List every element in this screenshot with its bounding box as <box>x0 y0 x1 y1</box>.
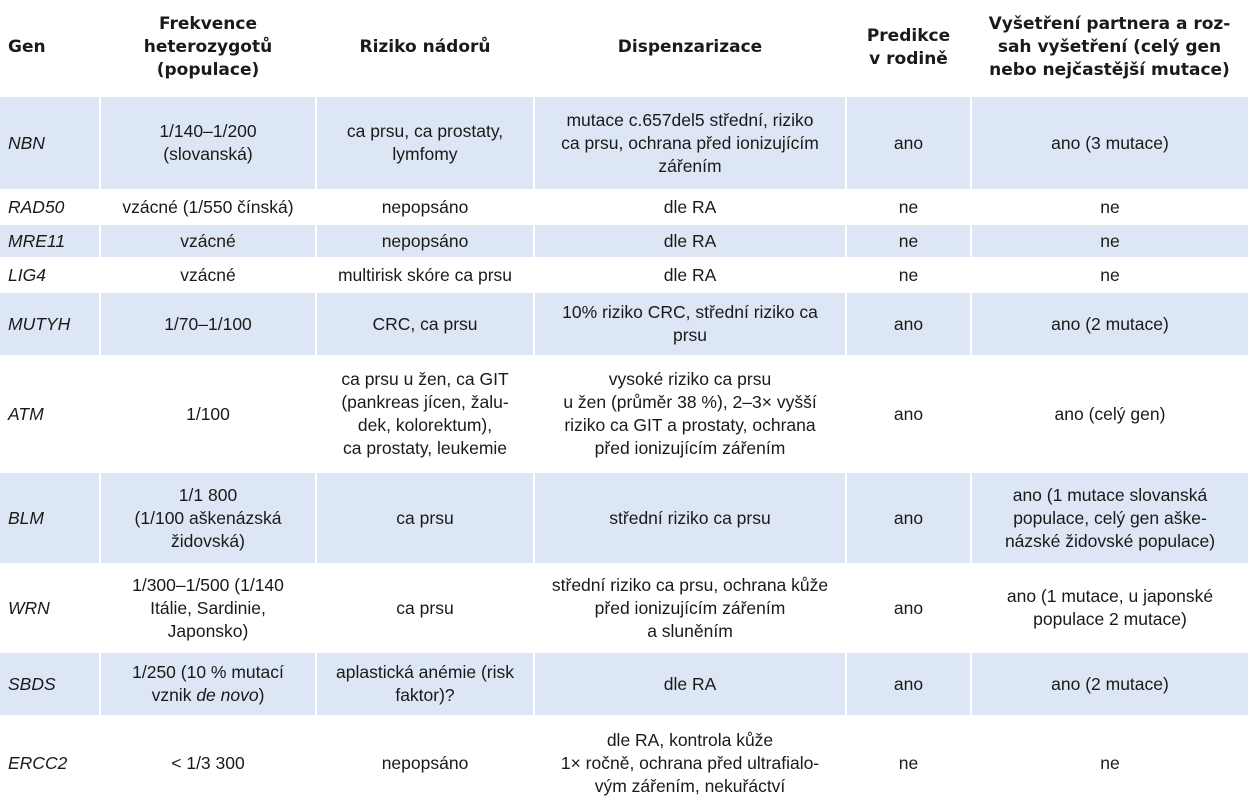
cell-tumor-risk <box>316 652 534 716</box>
cell-line: u žen (průměr 38 %), 2–3× vyšší <box>563 392 817 412</box>
cell-text: ) <box>258 685 265 705</box>
cell-tumor-risk: nepopsáno <box>316 190 534 224</box>
cell-partner-testing: ano (3 mutace) <box>971 96 1248 190</box>
cell-family-prediction: ne <box>846 190 971 224</box>
table-row <box>0 292 1248 356</box>
cell-partner-testing: ano (2 mutace) <box>971 292 1248 356</box>
cell-gene: LIG4 <box>0 258 100 292</box>
header-partner-testing-line: Vyšetření partnera a roz- <box>988 14 1231 34</box>
cell-line: ca prsu, ca prostaty, <box>346 121 504 141</box>
cell-tumor-risk <box>316 356 534 472</box>
cell-family-prediction: ano <box>846 652 971 716</box>
cell-gene: ERCC2 <box>0 716 100 809</box>
cell-line: 1/250 (10 % mutací <box>132 662 284 682</box>
table-row <box>0 564 1248 652</box>
cell-line: zářením <box>658 155 722 176</box>
header-frequency-line: Frekvence <box>158 14 258 34</box>
cell-text-italic: de novo <box>196 685 259 705</box>
header-dispensarization <box>534 0 846 96</box>
header-frequency <box>100 0 316 96</box>
cell-frequency: < 1/3 300 <box>100 716 316 809</box>
cell-line: populace 2 mutace) <box>1033 609 1187 629</box>
cell-line: dek, kolorektum), <box>357 415 493 435</box>
cell-line: střední riziko ca prsu, ochrana kůže <box>551 574 829 595</box>
table-row <box>0 190 1248 224</box>
cell-frequency <box>100 96 316 190</box>
cell-tumor-risk: nepopsáno <box>316 716 534 809</box>
cell-family-prediction: ano <box>846 96 971 190</box>
cell-tumor-risk: nepopsáno <box>316 224 534 258</box>
cell-line: ano (1 mutace, u japonské <box>1006 586 1214 606</box>
cell-family-prediction: ano <box>846 356 971 472</box>
cell-gene: WRN <box>0 564 100 652</box>
cell-text: vznik <box>151 685 197 705</box>
cell-frequency <box>100 652 316 716</box>
cell-line: ano (1 mutace slovanská <box>1012 484 1208 505</box>
cell-family-prediction: ne <box>846 224 971 258</box>
cell-family-prediction: ano <box>846 564 971 652</box>
cell-tumor-risk: ca prsu <box>316 564 534 652</box>
header-tumor-risk-line: Riziko nádorů <box>359 37 491 57</box>
cell-gene: SBDS <box>0 652 100 716</box>
cell-gene: ATM <box>0 356 100 472</box>
header-dispensarization-line: Dispenzarizace <box>617 37 763 57</box>
cell-dispensarization: dle RA <box>534 190 846 224</box>
cell-line: 1× ročně, ochrana před ultrafialo- <box>560 752 820 773</box>
header-partner-testing <box>971 0 1248 96</box>
cell-line: židovská) <box>171 530 245 551</box>
header-partner-testing-line: nebo nejčastější mutace) <box>989 60 1230 80</box>
header-gen-line: Gen <box>8 37 46 57</box>
header-family-prediction-line: Predikce <box>866 25 951 46</box>
cell-line: 1/300–1/500 (1/140 <box>132 574 284 595</box>
cell-line: před ionizujícím zářením <box>594 438 786 458</box>
cell-line: prsu <box>672 325 708 345</box>
header-tumor-risk <box>316 0 534 96</box>
cell-dispensarization <box>534 96 846 190</box>
cell-line: lymfomy <box>392 144 458 164</box>
header-gen <box>0 0 100 96</box>
cell-dispensarization: střední riziko ca prsu <box>534 472 846 564</box>
table-row <box>0 716 1248 809</box>
table-row <box>0 96 1248 190</box>
cell-dispensarization: dle RA <box>534 258 846 292</box>
header-row <box>0 0 1248 96</box>
cell-line: ca prsu u žen, ca GIT <box>341 369 509 389</box>
cell-line: faktor)? <box>395 685 455 705</box>
cell-partner-testing: ne <box>971 224 1248 258</box>
header-family-prediction-line: v rodině <box>869 48 948 69</box>
cell-gene: BLM <box>0 472 100 564</box>
cell-line: dle RA, kontrola kůže <box>606 729 774 750</box>
cell-line: ca prostaty, leukemie <box>342 438 508 458</box>
cell-dispensarization <box>534 564 846 652</box>
cell-line: 1/140–1/200 <box>159 121 257 141</box>
cell-gene: RAD50 <box>0 190 100 224</box>
cell-frequency: vzácné <box>100 258 316 292</box>
cell-line: riziko ca GIT a prostaty, ochrana <box>564 415 816 435</box>
cell-tumor-risk: multirisk skóre ca prsu <box>316 258 534 292</box>
cell-frequency: 1/100 <box>100 356 316 472</box>
table-body <box>0 96 1248 809</box>
cell-partner-testing: ano (celý gen) <box>971 356 1248 472</box>
cell-line: (pankreas jícen, žalu- <box>341 392 509 412</box>
header-partner-testing-line: sah vyšetření (celý gen <box>997 37 1222 57</box>
cell-dispensarization: dle RA <box>534 652 846 716</box>
table-row <box>0 224 1248 258</box>
cell-dispensarization <box>534 292 846 356</box>
cell-dispensarization <box>534 356 846 472</box>
cell-gene: MUTYH <box>0 292 100 356</box>
header-frequency-line: heterozygotů <box>143 37 273 57</box>
cell-line: před ionizujícím zářením <box>594 597 786 618</box>
cell-line: Japonsko) <box>167 620 249 641</box>
cell-tumor-risk <box>316 96 534 190</box>
cell-partner-testing <box>971 472 1248 564</box>
cell-line: (slovanská) <box>163 144 253 164</box>
cell-line: vým zářením, nekuřáctví <box>594 775 786 796</box>
cell-family-prediction: ne <box>846 716 971 809</box>
cell-frequency <box>100 472 316 564</box>
cell-line: a sluněním <box>647 620 733 641</box>
cell-gene: MRE11 <box>0 224 100 258</box>
cell-dispensarization <box>534 716 846 809</box>
cell-line: mutace c.657del5 střední, riziko <box>566 109 814 130</box>
cell-partner-testing: ano (2 mutace) <box>971 652 1248 716</box>
cell-line: aplastická anémie (risk <box>336 662 514 682</box>
table-row <box>0 258 1248 292</box>
cell-gene: NBN <box>0 96 100 190</box>
cell-frequency: vzácné <box>100 224 316 258</box>
cell-tumor-risk: ca prsu <box>316 472 534 564</box>
cell-frequency: 1/70–1/100 <box>100 292 316 356</box>
cell-frequency <box>100 564 316 652</box>
cell-frequency: vzácné (1/550 čínská) <box>100 190 316 224</box>
table-row <box>0 472 1248 564</box>
cell-family-prediction: ano <box>846 472 971 564</box>
table-row <box>0 356 1248 472</box>
cell-tumor-risk: CRC, ca prsu <box>316 292 534 356</box>
cell-line: názské židovské populace) <box>1004 530 1216 551</box>
header-family-prediction <box>846 0 971 96</box>
cell-partner-testing: ne <box>971 716 1248 809</box>
cell-line: 1/1 800 <box>178 484 238 505</box>
header-frequency-line: (populace) <box>156 60 260 80</box>
cell-line: (1/100 aškenázská <box>134 507 282 528</box>
cell-line: Itálie, Sardinie, <box>150 597 266 618</box>
cell-line: ca prsu, ochrana před ionizujícím <box>561 132 819 153</box>
table-header <box>0 0 1248 96</box>
cell-dispensarization: dle RA <box>534 224 846 258</box>
table-row <box>0 652 1248 716</box>
cell-line: 10% riziko CRC, střední riziko ca <box>562 302 818 322</box>
cell-family-prediction: ne <box>846 258 971 292</box>
cell-family-prediction: ano <box>846 292 971 356</box>
cell-partner-testing <box>971 564 1248 652</box>
cell-line: populace, celý gen aške- <box>1013 507 1207 528</box>
cell-partner-testing: ne <box>971 190 1248 224</box>
cell-line: vysoké riziko ca prsu <box>608 369 772 389</box>
cell-line <box>105 684 311 707</box>
cell-partner-testing: ne <box>971 258 1248 292</box>
